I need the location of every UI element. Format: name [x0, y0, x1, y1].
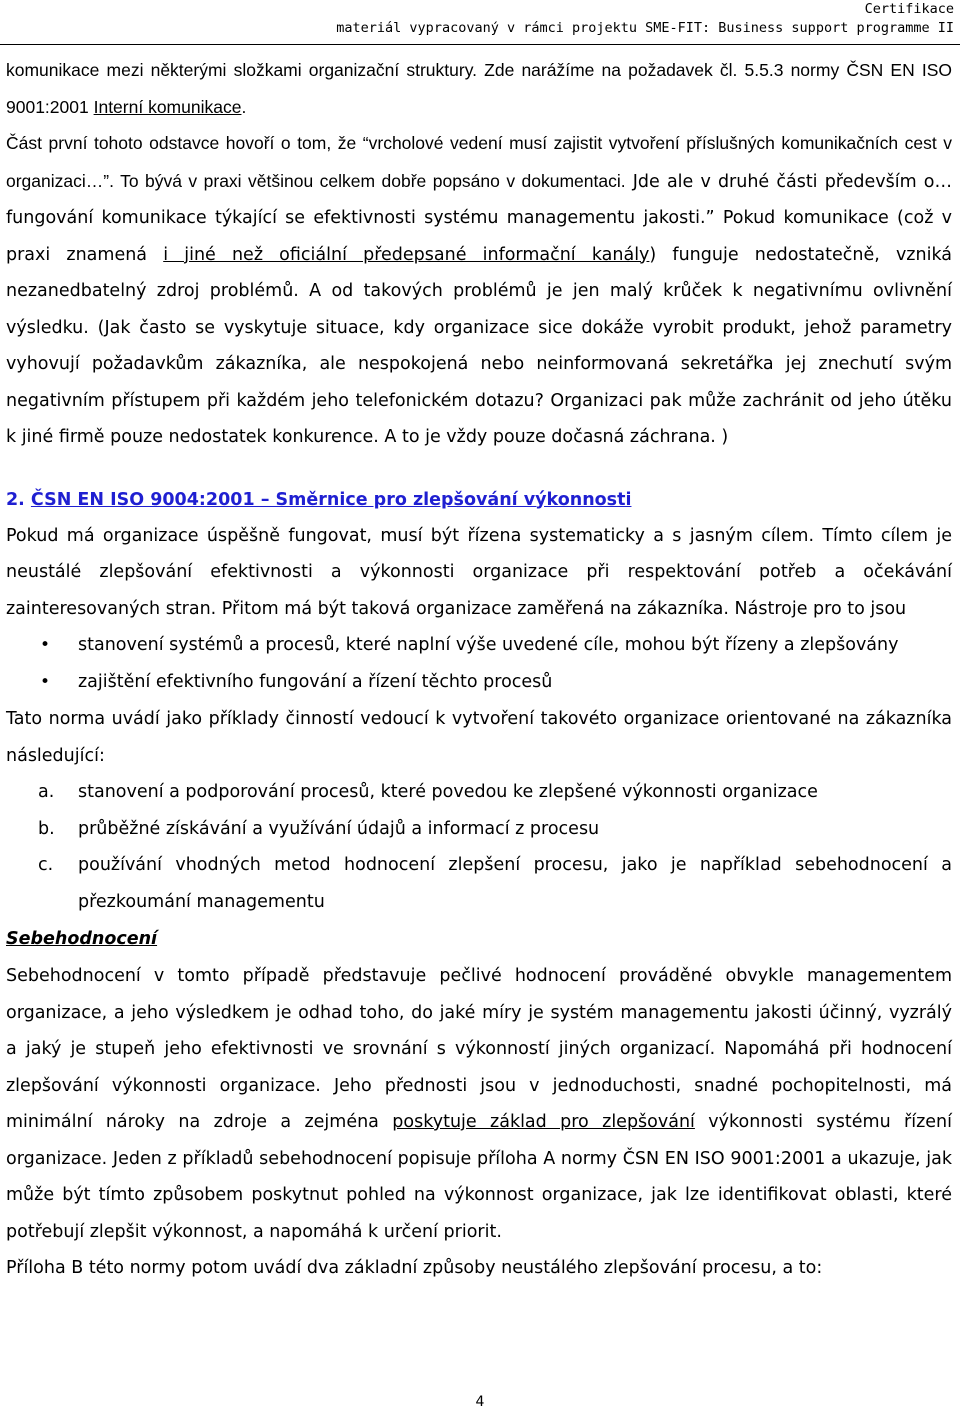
item-marker: b. [38, 818, 55, 839]
header-title: Certifikace [864, 1, 954, 17]
item-marker: a. [38, 782, 55, 802]
paragraph-self-assessment: Sebehodnocení v tomto případě představuje pečlivé hodnocení prováděné obvykle managementem organizace, a jeho výsledkem je odhad toho, do jaké míry je systém managementu jakosti účinný, vyzrálý a jaký je stupeň jeho efektivnosti ve srovnání s výkonností jiných organizací. Napomáhá při hodnocení zlepšování výkonnosti organizace. Jeho přednosti jsou v jednoduchosti, snadné pochopitelnosti, má minimální nároky na zdroje a zejména poskytuje základ pro zlepšování výkonnosti systému řízení organizace. Jeden z příkladů sebehodnocení popisuje příloha A normy ČSN EN ISO 9001:2001 a ukazuje, jak může být tímto způsobem poskytnut pohled na výkonnost organizace, jak lze identifikovat oblasti, které potřebují zlepšit výkonnost, a napomáhá k určení priorit. [6, 966, 953, 1242]
subheading-self-assessment: Sebehodnocení [6, 929, 158, 949]
section-title: ČSN EN ISO 9004:2001 – Směrnice pro zlepšování výkonnosti [30, 489, 632, 510]
bullet-item: • stanovení systémů a procesů, které naplní výše uvedené cíle, mohou být řízeny a zlepšovány [6, 627, 952, 664]
bullet-item: • zajištění efektivního fungování a řízení těchto procesů [6, 664, 952, 701]
paragraph-norm-examples: Tato norma uvádí jako příklady činností vedoucí k vytvoření takovéto organizace orientované na zákazníka následující: [6, 709, 952, 766]
section-number: 2. [6, 489, 25, 510]
paragraph-iso-9004-intro: Pokud má organizace úspěšně fungovat, musí být řízena systematicky a s jasným cílem. Tímto cílem je neustálé zlepšování efektivnosti a výkonnosti organizace při respektování potřeb a očekávání zainteresovaných stran. Přitom má být taková organizace zaměřená na zákazníka. Nástroje pro to jsou [6, 525, 952, 619]
lettered-item: b. průběžné získávání a využívání údajů a informací z procesu [6, 811, 952, 848]
page-header [336, 0, 954, 38]
lettered-item: a. stanovení a podporování procesů, které povedou ke zlepšené výkonnosti organizace [6, 774, 952, 811]
item-marker: c. [38, 855, 54, 875]
section-heading-iso-9004 [6, 482, 952, 518]
tools-bullet-list [6, 627, 952, 701]
internal-communication-link[interactable]: Interní komunikace [93, 96, 242, 117]
paragraph-communication-intro: komunikace mezi některými složkami organizační struktury. Zde narážíme na požadavek čl. 5.5.3 normy ČSN EN ISO 9001:2001 Interní komunikace. [6, 60, 952, 117]
underlined-phrase-improvement-basis: poskytuje základ pro zlepšování [392, 1112, 695, 1132]
document-body [6, 52, 952, 1287]
activities-lettered-list [6, 774, 952, 920]
header-divider [0, 44, 960, 45]
paragraph-communication-detail: Část první tohoto odstavce hovoří o tom, že “vrcholové vedení musí zajistit vytvoření příslušných komunikačních cest v organizaci…”. To bývá v praxi většinou celkem dobře popsáno v dokumentaci. Jde ale v druhé části především o… fungování komunikace týkající se efektivnosti systému managementu jakosti.” Pokud komunikace (což v praxi znamená i jiné než oficiální předepsané informační kanály) funguje nedostatečně, vzniká nezanedbatelný zdroj problémů. A od takových problémů je jen malý krůček k negativnímu ovlivnění výsledku. (Jak často se vyskytuje situace, kdy organizace sice dokáže vyrobit produkt, jehož parametry vyhovují požadavkům zákazníka, ale nespokojená nebo neinformovaná sekretářka jej znechutí svým negativním přístupem při každém jeho telefonickém dotazu? Organizaci pak může zachránit od jeho útěku k jiné firmě pouze nedostatek konkurence. A to je vždy pouze dočasná záchrana. ) [6, 133, 952, 447]
underlined-phrase-informal-channels: i jiné než oficiální předepsané informační kanály [163, 244, 650, 265]
paragraph-annex-b: Příloha B této normy potom uvádí dva základní způsoby neustálého zlepšování procesu, a to: [6, 1258, 823, 1278]
header-subtitle: materiál vypracovaný v rámci projektu SME-FIT: Business support programme II [336, 20, 954, 36]
lettered-item: c. používání vhodných metod hodnocení zlepšení procesu, jako je například sebehodnocení a přezkoumání managementu [6, 847, 952, 920]
page-number: 4 [475, 1394, 485, 1410]
